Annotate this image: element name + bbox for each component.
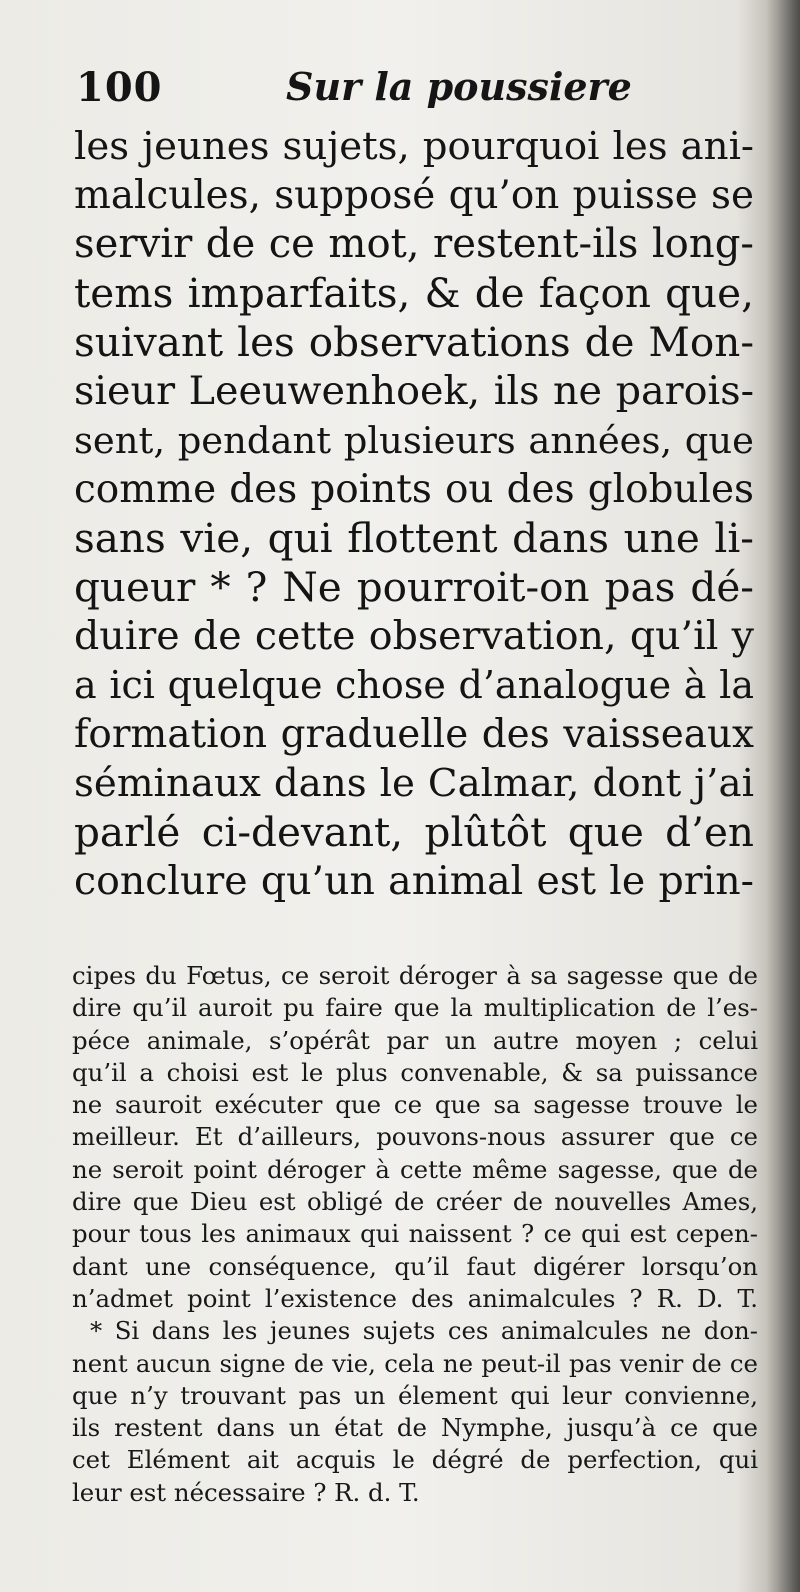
main-text-block xyxy=(74,122,754,906)
footnote-line: meilleur. Et d’ailleurs, pouvons-nous assurer que ce xyxy=(72,1122,758,1152)
page-edge-shadow xyxy=(766,0,800,1592)
footnote-line: ils restent dans un état de Nymphe, jusqu’à ce que xyxy=(72,1413,758,1443)
text-line: servir de ce mot, restent-ils long- xyxy=(74,221,754,267)
text-line: formation graduelle des vaisseaux xyxy=(74,712,754,757)
footnote-line: que n’y trouvant pas un élement qui leur convienne, xyxy=(72,1380,758,1410)
running-head: Sur la poussiere xyxy=(286,64,632,109)
text-line: conclure qu’un animal est le prin- xyxy=(74,858,754,904)
text-line: sieur Leeuwenhoek, ils ne parois- xyxy=(74,368,754,414)
footnote-line: cet Elément ait acquis le dégré de perfection, qui xyxy=(72,1445,758,1475)
footnote-line: leur est nécessaire ? R. d. T. xyxy=(72,1477,420,1507)
footnotes-block xyxy=(72,960,758,1509)
footnote-line: cipes du Fœtus, ce seroit déroger à sa sagesse que de xyxy=(72,961,758,990)
footnote-line: ne sauroit exécuter que ce que sa sagesse trouve le xyxy=(72,1090,758,1120)
text-line: duire de cette observation, qu’il y xyxy=(74,613,754,659)
footnote-line: péce animale, s’opérât par un autre moyen ; celui xyxy=(72,1025,758,1055)
footnote-line: nent aucun signe de vie, cela ne peut-il pas venir de ce xyxy=(72,1348,758,1378)
page-number: 100 xyxy=(76,64,163,111)
footnote-line: dire qu’il auroit pu faire que la multiplication de l’es- xyxy=(72,993,758,1023)
text-line: tems imparfaits, & de façon que, xyxy=(74,269,754,317)
text-line: séminaux dans le Calmar, dont j’ai xyxy=(74,761,754,806)
text-line: comme des points ou des globules xyxy=(74,467,754,512)
page-header xyxy=(76,60,766,120)
text-line: sent, pendant plusieurs années, que xyxy=(74,419,754,462)
footnote-line: pour tous les animaux qui naissent ? ce qui est cepen- xyxy=(72,1219,758,1249)
text-line: malcules, supposé qu’on puisse se xyxy=(74,173,754,218)
footnote-line: n’admet point l’existence des animalcules ? R. D. T. xyxy=(72,1283,758,1313)
footnote-line: * Si dans les jeunes sujets ces animalcules ne don- xyxy=(90,1316,758,1346)
text-line: a ici quelque chose d’analogue à la xyxy=(74,663,754,707)
footnote-line: dant une conséquence, qu’il faut digérer lorsqu’on xyxy=(72,1251,758,1281)
text-line: parlé ci-devant, plûtôt que d’en xyxy=(74,808,754,856)
text-line: queur * ? Ne pourroit-on pas dé- xyxy=(74,563,754,611)
text-line: sans vie, qui flottent dans une li- xyxy=(74,514,754,562)
text-line: les jeunes sujets, pourquoi les ani- xyxy=(74,124,754,169)
text-line: suivant les observations de Mon- xyxy=(74,318,754,366)
footnote-line: dire que Dieu est obligé de créer de nouvelles Ames, xyxy=(72,1187,758,1217)
footnote-line: ne seroit point déroger à cette même sagesse, que de xyxy=(72,1154,758,1184)
footnote-line: qu’il a choisi est le plus convenable, & sa puissance xyxy=(72,1057,758,1087)
